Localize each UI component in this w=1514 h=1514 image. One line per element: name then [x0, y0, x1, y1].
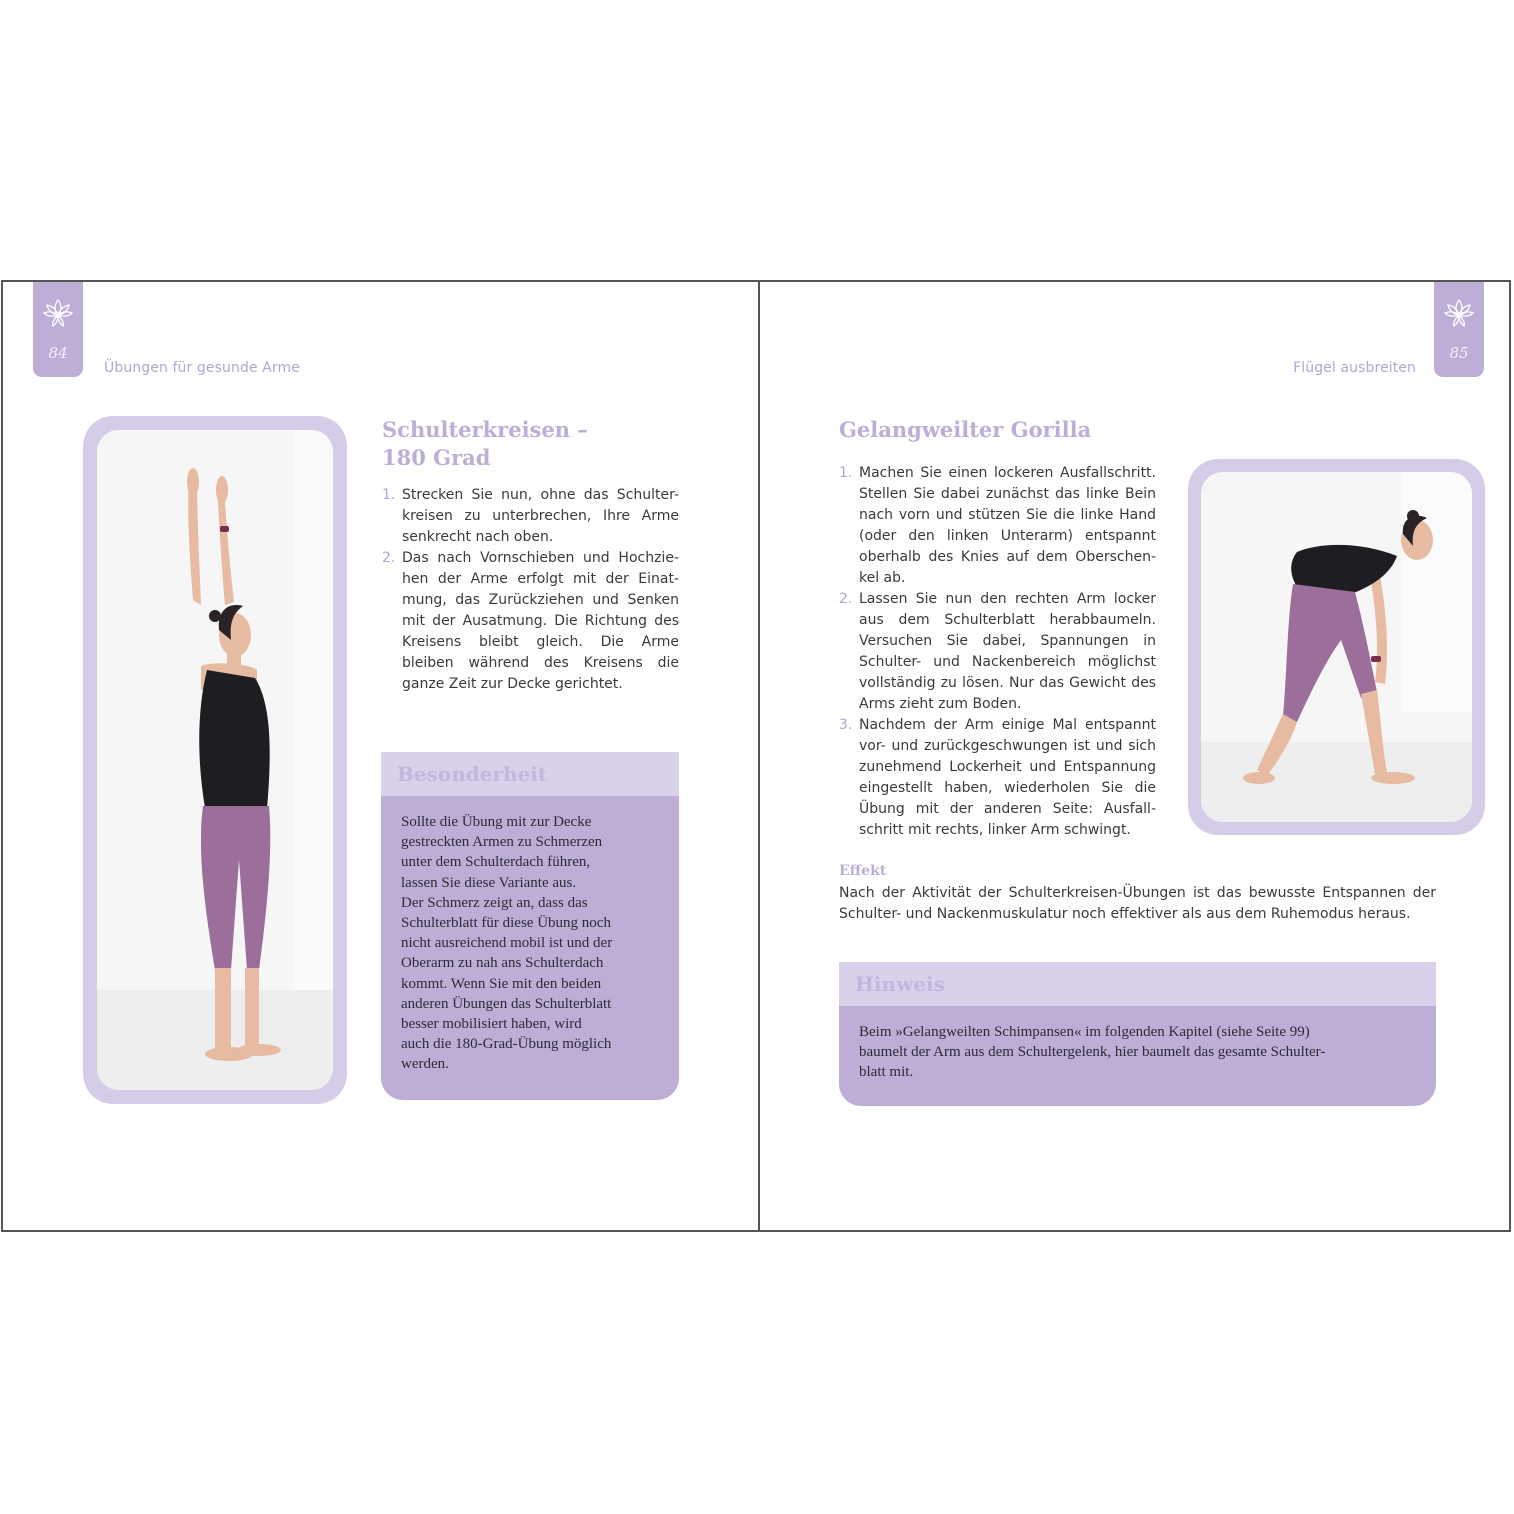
running-head: Übungen für gesunde Arme [104, 360, 300, 376]
list-item [839, 715, 1156, 841]
photo-frame [1188, 459, 1485, 835]
steps-list [382, 485, 679, 695]
steps-list [839, 463, 1156, 841]
page-number: 85 [1449, 344, 1469, 362]
right-page [760, 282, 1511, 1230]
step-number: 2. [839, 591, 853, 607]
page-tab-right [1434, 282, 1484, 377]
lotus-icon [41, 296, 75, 330]
step-text: Nachdem der Arm einige Mal entspannt vor- und zurückgeschwungen ist und sich zunehmend Lockerheit und Entspannung eingestellt haben, wiederholen Sie die Übung mit der anderen Seite: Ausfall-schritt mit rechts, linker Arm schwingt. [859, 717, 1156, 838]
info-box-title: Besonderheit [397, 762, 548, 786]
hint-box [839, 962, 1436, 1106]
info-box-header [381, 752, 679, 796]
exercise-title-line2: 180 Grad [382, 445, 491, 470]
book-spread [1, 280, 1511, 1232]
list-item [839, 589, 1156, 715]
step-text: Machen Sie einen lockeren Ausfallschritt. Stellen Sie dabei zunächst das linke Bein nach vorn und stützen Sie die linke Hand (oder den linken Unterarm) entspannt oberhalb des Knies auf dem Oberschen-kel ab. [859, 465, 1156, 586]
hint-box-header [839, 962, 1436, 1006]
step-number: 1. [839, 465, 853, 481]
page-number: 84 [48, 344, 68, 362]
exercise-photo [1201, 472, 1472, 822]
gorilla-pose-illustration [1201, 472, 1472, 822]
step-number: 1. [382, 487, 396, 503]
running-head: Flügel ausbreiten [1293, 360, 1416, 376]
list-item [839, 463, 1156, 589]
info-box-text: Sollte die Übung mit zur Decke gestreckten Armen zu Schmerzen unter dem Schulterdach führen, lassen Sie diese Variante aus. Der Schmerz zeigt an, dass das Schulterblatt für diese Übung noch nicht ausreichend mobil ist und der Oberarm zu nah ans Schulterdach kommt. Wenn Sie mit den beiden anderen Übungen das Schulterblatt besser mobilisiert haben, wird auch die 180-Grad-Übung möglich werden. [401, 814, 613, 1073]
hint-box-title: Hinweis [855, 972, 945, 996]
page-tab-left [33, 282, 83, 377]
list-item [382, 548, 679, 695]
left-page [3, 282, 758, 1230]
standing-woman-illustration [97, 430, 333, 1090]
effect-title: Effekt [839, 863, 887, 879]
exercise-title: Gelangweilter Gorilla [839, 417, 1092, 442]
photo-frame [83, 416, 347, 1104]
step-number: 3. [839, 717, 853, 733]
info-box [381, 752, 679, 1100]
lotus-icon [1442, 296, 1476, 330]
step-text: Strecken Sie nun, ohne das Schulter-kreisen zu unterbrechen, Ihre Arme senkrecht nach oben. [402, 487, 679, 545]
step-number: 2. [382, 550, 396, 566]
exercise-title [382, 416, 588, 472]
exercise-title-line1: Schulterkreisen – [382, 417, 588, 442]
list-item [382, 485, 679, 548]
hint-box-text: Beim »Gelangweilten Schimpansen« im folgenden Kapitel (siehe Seite 99) baumelt der Arm aus dem Schultergelenk, hier baumelt das gesamte Schulter- blatt mit. [859, 1024, 1326, 1081]
step-text: Lassen Sie nun den rechten Arm locker aus dem Schulterblatt herabbaumeln. Versuchen Sie dabei, Spannungen in Schulter- und Nackenbereich möglichst vollständig zu lösen. Nur das Gewicht des Arms zieht zum Boden. [859, 591, 1156, 712]
effect-text: Nach der Aktivität der Schulterkreisen-Übungen ist das bewusste Entspannen der Schulter- und Nackenmuskulatur noch effektiver als aus dem Ruhemodus heraus. [839, 885, 1436, 922]
step-text: Das nach Vornschieben und Hochzie-hen der Arme erfolgt mit der Einat-mung, das Zurückziehen und Senken mit der Ausatmung. Die Richtung des Kreisens bleibt gleich. Die Arme bleiben während des Kreisens die ganze Zeit zur Decke gerichtet. [402, 550, 679, 692]
exercise-photo [97, 430, 333, 1090]
